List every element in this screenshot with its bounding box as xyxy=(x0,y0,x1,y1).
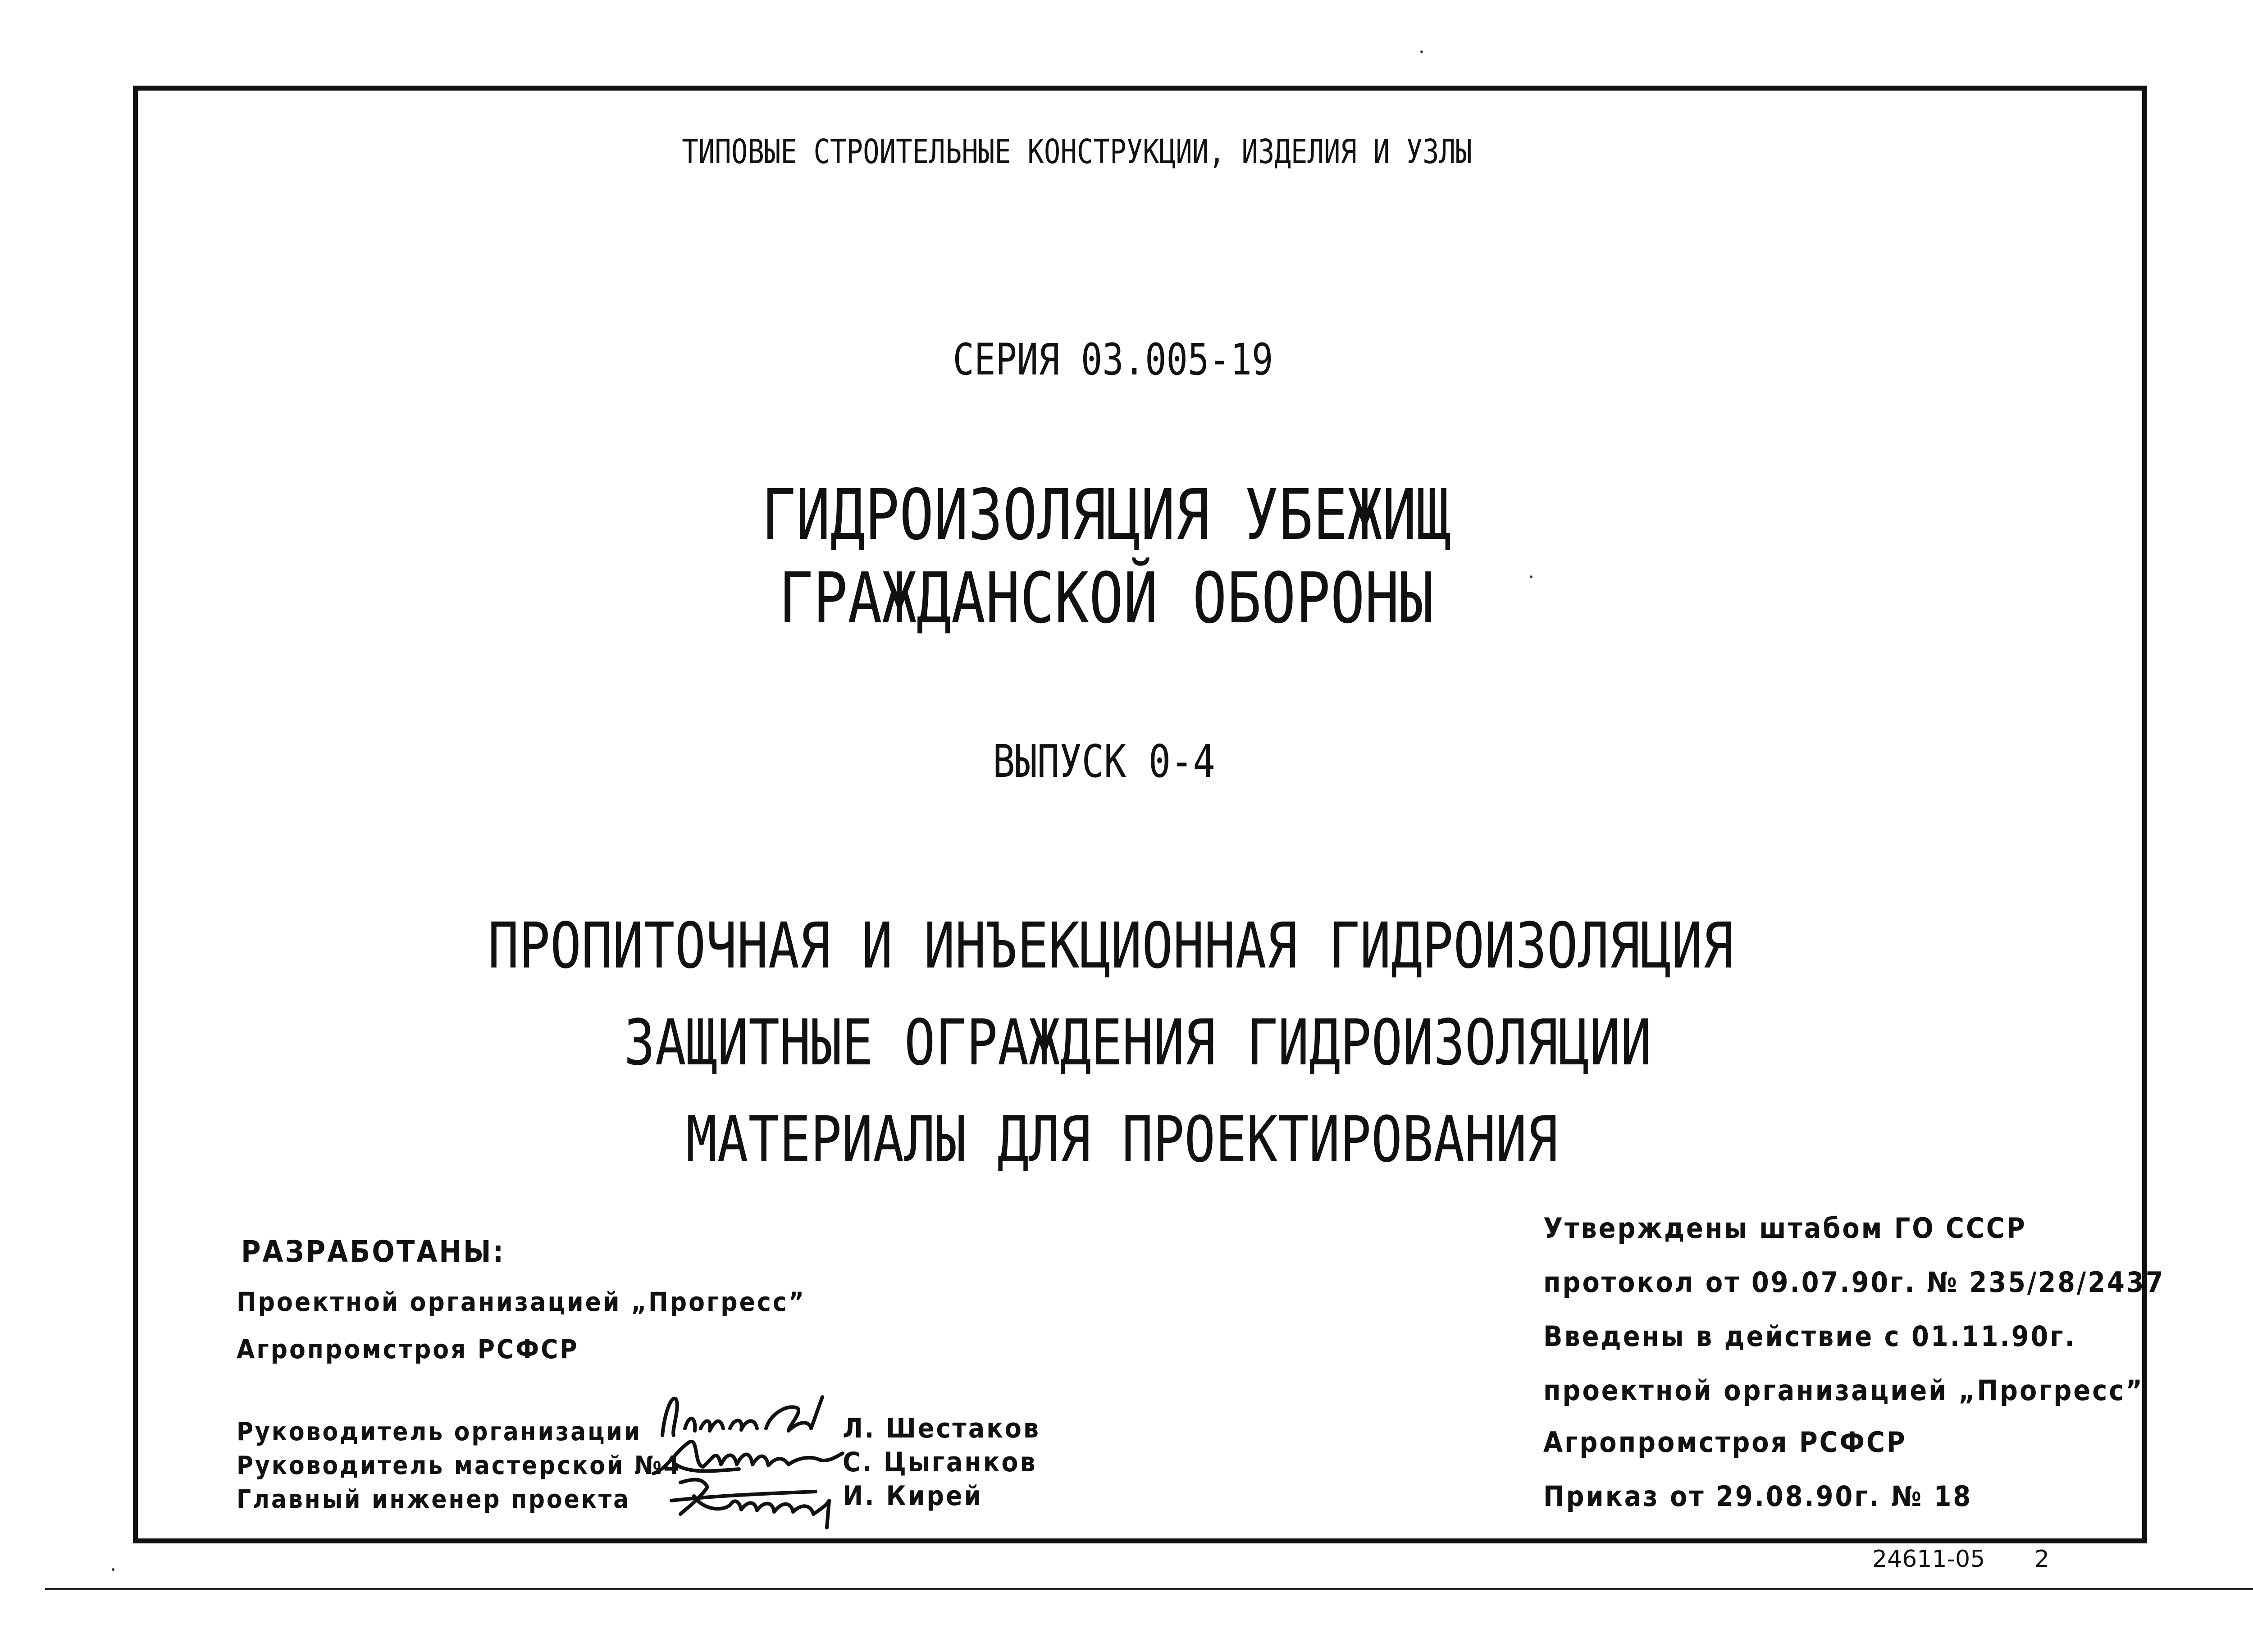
sheet-code: 24611-05 xyxy=(1872,1546,1985,1573)
developed-org-line-1: Проектной организацией „Прогресс” xyxy=(237,1287,806,1317)
approval-line-2: протокол от 09.07.90г. № 235/28/2437 xyxy=(1543,1266,2165,1299)
issue-number: ВЫПУСК 0-4 xyxy=(993,735,1215,788)
subtitle-line-3: МАТЕРИАЛЫ ДЛЯ ПРОЕКТИРОВАНИЯ xyxy=(686,1103,1558,1177)
approval-line-3: Введены в действие с 01.11.90г. xyxy=(1543,1320,2076,1353)
signatory-name-1: Л. Шестаков xyxy=(843,1413,1041,1444)
signatory-name-2: С. Цыганков xyxy=(843,1447,1037,1478)
approval-line-4: проектной организацией „Прогресс” xyxy=(1543,1374,2144,1407)
sheet-page-number: 2 xyxy=(2034,1546,2050,1573)
signatory-role-3: Главный инженер проекта xyxy=(237,1485,631,1514)
approval-line-5: Агропромстроя РСФСР xyxy=(1543,1426,1907,1459)
developed-heading: РАЗРАБОТАНЫ: xyxy=(241,1234,506,1269)
developed-org-line-2: Агропромстроя РСФСР xyxy=(237,1334,579,1364)
series-number: СЕРИЯ 03.005-19 xyxy=(953,334,1273,385)
approval-line-1: Утверждены штабом ГО СССР xyxy=(1543,1212,2027,1245)
subtitle-line-1: ПРОПИТОЧНАЯ И ИНЪЕКЦИОННАЯ ГИДРОИЗОЛЯЦИЯ xyxy=(488,909,1734,983)
header-top-line: ТИПОВЫЕ СТРОИТЕЛЬНЫЕ КОНСТРУКЦИИ, ИЗДЕЛИЯ И УЗЛЫ xyxy=(682,132,1472,171)
main-title-line-1: ГИДРОИЗОЛЯЦИЯ УБЕЖИЩ xyxy=(761,474,1451,556)
approval-line-6: Приказ от 29.08.90г. № 18 xyxy=(1543,1480,1973,1513)
scan-speck xyxy=(1420,50,1423,53)
signatory-role-2: Руководитель мастерской №4 xyxy=(237,1451,681,1480)
subtitle-line-2: ЗАЩИТНЫЕ ОГРАЖДЕНИЯ ГИДРОИЗОЛЯЦИИ xyxy=(624,1006,1652,1080)
signature-kirey-icon xyxy=(667,1469,856,1532)
scan-speck xyxy=(1530,575,1532,578)
sheet-edge-bottom xyxy=(45,1588,2253,1590)
signatory-role-1: Руководитель организации xyxy=(237,1417,642,1447)
signatory-name-3: И. Кирей xyxy=(843,1480,983,1512)
main-title-line-2: ГРАЖДАНСКОЙ ОБОРОНЫ xyxy=(779,557,1434,639)
scan-speck xyxy=(112,1568,114,1571)
